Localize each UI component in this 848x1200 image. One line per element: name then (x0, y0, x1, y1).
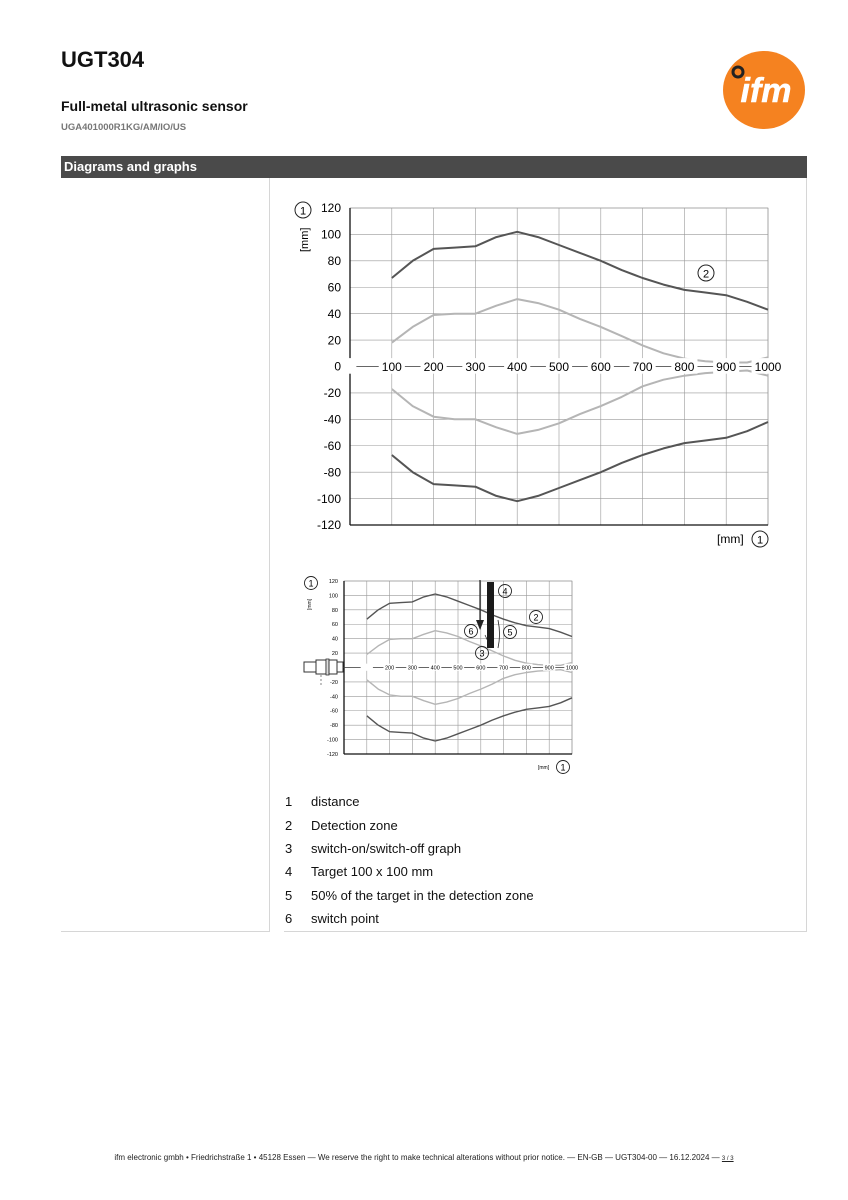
x-tick-label: 100 (381, 359, 402, 374)
x-tick-label: 1000 (565, 665, 579, 672)
section-title: Diagrams and graphs (61, 156, 807, 178)
small-marker-4: 4 (502, 586, 508, 597)
x-tick-label: 700 (499, 665, 509, 672)
y-tick-label: -40 (323, 412, 341, 427)
legend-text: switch point (311, 911, 379, 927)
legend-number: 1 (285, 794, 293, 810)
y-tick-label: 80 (331, 607, 338, 614)
small-x-unit: [mm] (538, 765, 550, 771)
legend-number: 6 (285, 911, 293, 927)
detection-zone-chart (284, 195, 804, 555)
legend-item (284, 907, 784, 930)
x-tick-label: 500 (453, 665, 463, 672)
y-unit-label: [mm] (299, 227, 311, 252)
y-tick-label: 0 (334, 359, 341, 374)
y-tick-label: -60 (323, 438, 341, 453)
y-tick-label: 100 (328, 593, 338, 600)
ifm-logo (722, 50, 806, 130)
y-tick-label: -40 (330, 694, 338, 701)
legend-list (284, 790, 784, 930)
footer-text: ifm electronic gmbh • Friedrichstraße 1 • 45128 Essen — We reserve the right to make technical alterations without prior notice. — EN-GB — UGT304-00 — 16.12.2024 — (114, 1153, 720, 1162)
legend-number: 5 (285, 887, 293, 903)
marker-1-x: 1 (756, 534, 764, 547)
x-tick-label: 300 (465, 359, 486, 374)
small-marker-5: 5 (507, 627, 513, 638)
y-tick-labels (317, 201, 341, 532)
x-tick-label: 900 (716, 359, 737, 374)
article-code: UGA401000R1KG/AM/IO/US (61, 122, 187, 133)
x-tick-label: 400 (430, 665, 440, 672)
y-tick-label: 60 (327, 280, 341, 295)
y-tick-label: 40 (331, 636, 338, 643)
x-tick-label: 400 (507, 359, 528, 374)
x-tick-label: 600 (476, 665, 486, 672)
y-tick-label: -20 (323, 386, 341, 401)
x-tick-label: 800 (674, 359, 695, 374)
y-tick-label: -100 (326, 737, 338, 744)
small-y-unit: [mm] (307, 598, 313, 610)
legend-text: distance (311, 794, 360, 810)
product-title: UGT304 (61, 47, 145, 72)
x-tick-label: 700 (632, 359, 653, 374)
x-tick-label: 1000 (754, 359, 782, 374)
legend-number: 4 (285, 864, 293, 880)
legend-text: Target 100 x 100 mm (311, 864, 434, 880)
legend-text: switch-on/switch-off graph (311, 840, 462, 856)
small-marker-3: 3 (479, 648, 485, 659)
x-tick-label: 500 (548, 359, 570, 374)
y-tick-label: -80 (323, 465, 341, 480)
y-tick-label: 40 (327, 306, 341, 321)
x-tick-label: 200 (423, 359, 444, 374)
legend-item (284, 860, 784, 883)
small-marker-2: 2 (533, 612, 539, 623)
product-subtitle: Full-metal ultrasonic sensor (61, 98, 248, 114)
legend-item (284, 837, 784, 860)
y-tick-label: -20 (330, 679, 338, 686)
x-unit-label: [mm] (717, 532, 744, 546)
legend-text: 50% of the target in the detection zone (311, 887, 534, 903)
y-tick-label: 20 (331, 651, 338, 658)
left-column-frame (61, 178, 270, 932)
legend-item (284, 790, 784, 813)
small-marker-1-x: 1 (560, 762, 566, 773)
y-tick-label: 120 (328, 578, 338, 585)
legend-item (284, 813, 784, 836)
y-tick-label: 20 (327, 333, 341, 348)
x-tick-label: 200 (385, 665, 395, 672)
y-tick-label: -60 (330, 708, 338, 715)
small-marker-6: 6 (468, 626, 474, 637)
y-tick-label: 60 (331, 622, 338, 629)
legend-text: Detection zone (311, 817, 398, 833)
marker-2-zone: 2 (702, 268, 710, 281)
legend-number: 2 (285, 817, 293, 833)
legend-item (284, 884, 784, 907)
small-marker-1: 1 (308, 578, 314, 589)
page-number: 3 / 3 (721, 1156, 734, 1162)
y-tick-label: -100 (316, 491, 341, 506)
y-tick-label: -120 (326, 751, 338, 758)
x-tick-label: 800 (521, 665, 531, 672)
page-footer (0, 1153, 848, 1162)
y-tick-label: 100 (320, 227, 341, 242)
x-tick-label: 600 (590, 359, 611, 374)
logo-lettering: ifm (740, 72, 792, 110)
marker-1-axis: 1 (299, 205, 307, 218)
y-tick-label: -120 (316, 518, 341, 533)
switch-point-chart (295, 572, 595, 782)
x-tick-bg (344, 358, 357, 374)
x-tick-bg (361, 664, 373, 671)
x-tick-label: 900 (544, 665, 554, 672)
y-tick-label: -80 (330, 723, 338, 730)
y-tick-label: 80 (327, 254, 341, 269)
x-tick-label: 300 (407, 665, 417, 672)
legend-number: 3 (285, 840, 293, 856)
y-tick-label: 120 (320, 201, 341, 216)
